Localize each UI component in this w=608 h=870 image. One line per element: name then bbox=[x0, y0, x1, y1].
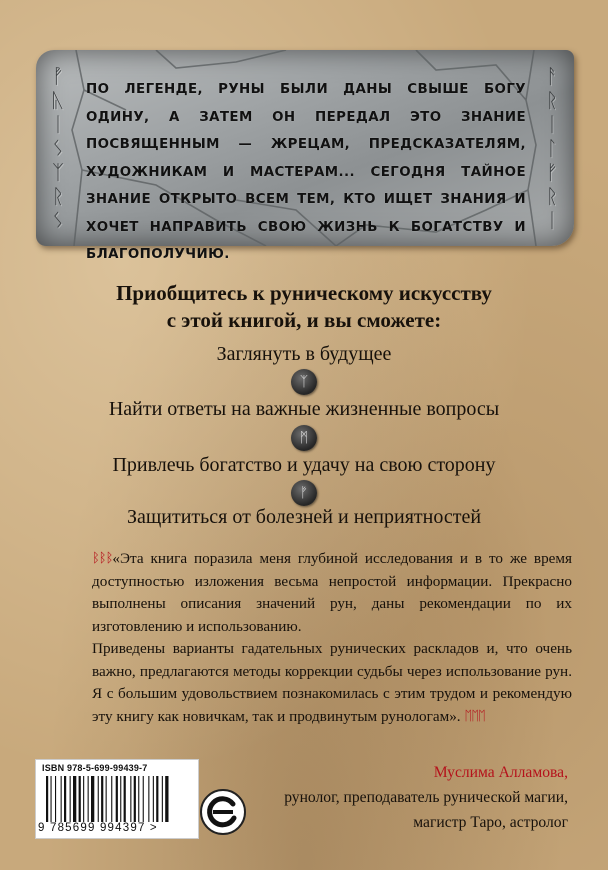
headline-line-1: Приобщитесь к руническому искусству bbox=[116, 281, 492, 305]
rune-glyph: ᚠ bbox=[299, 485, 309, 501]
review-text-1: «Эта книга поразила меня глубиной исследования и в то же время доступностью изложения весьма непростой информации. Прекрасно выполнены описания значений рун, даны рекомендации по их изготовлению и использованию. bbox=[92, 550, 572, 635]
barcode-bar bbox=[64, 776, 66, 822]
barcode-bar bbox=[162, 776, 163, 822]
barcode-bar bbox=[98, 776, 99, 822]
barcode-bar bbox=[153, 776, 154, 822]
carved-rune: ᛁ bbox=[52, 112, 64, 136]
rune-stone-icon bbox=[291, 425, 317, 451]
headline bbox=[0, 280, 608, 334]
feature-item-answers: Найти ответы на важные жизненные вопросы bbox=[108, 398, 500, 420]
carved-rune: ᛊ bbox=[52, 208, 64, 232]
author-title-1: рунолог, преподаватель рунической магии, bbox=[284, 789, 568, 806]
review-text-2: Приведены варианты гадательных рунических раскладов и, что очень важно, предлагаются методы коррекции судьбы через использование рун. Я с большим удовольствием познакомилась с этим трудом и рекомендую эту книгу как новичкам, так и продвинутым рунологам». bbox=[92, 640, 572, 725]
feature-item-wealth: Привлечь богатство и удачу на свою сторону bbox=[112, 454, 496, 476]
barcode-bar bbox=[88, 776, 89, 822]
barcode-bar bbox=[138, 776, 139, 822]
barcode-bar bbox=[55, 776, 56, 822]
stone-tablet bbox=[36, 50, 574, 262]
barcode-bar bbox=[143, 776, 144, 822]
barcode-bar bbox=[111, 776, 112, 822]
review-paragraph bbox=[92, 638, 572, 728]
carved-rune: ᚡ bbox=[52, 64, 64, 88]
barcode-bar bbox=[116, 776, 118, 822]
review-quote bbox=[92, 548, 572, 728]
rune-glyph: ᛉ bbox=[299, 374, 309, 390]
barcode-bar bbox=[106, 776, 107, 822]
barcode-bar bbox=[61, 776, 62, 822]
barcode-bar bbox=[120, 776, 121, 822]
barcode-bars bbox=[46, 776, 188, 822]
barcode-bar bbox=[165, 776, 168, 822]
feature-item-protection: Защититься от болезней и неприятностей bbox=[126, 506, 482, 528]
barcode-bar bbox=[134, 776, 136, 822]
review-paragraph bbox=[92, 548, 572, 638]
barcode-bar bbox=[91, 776, 94, 822]
barcode-bar bbox=[130, 776, 131, 822]
barcode-bar bbox=[70, 776, 71, 822]
carved-rune: ᚠ bbox=[546, 160, 558, 184]
rune-stone-icon bbox=[291, 369, 317, 395]
rune-stone-icon bbox=[291, 480, 317, 506]
rune-glyph: ᛗ bbox=[299, 430, 309, 446]
carved-rune: ᚱ bbox=[52, 184, 64, 208]
stone-runes-right bbox=[538, 64, 566, 230]
author-name: Муслима Алламова, bbox=[433, 764, 568, 781]
barcode-bar bbox=[148, 776, 149, 822]
barcode-bar bbox=[46, 776, 48, 822]
carved-rune: ᛁ bbox=[546, 112, 558, 136]
barcode-bar bbox=[83, 776, 84, 822]
stone-runes-left bbox=[44, 64, 72, 230]
barcode-digits: 9 785699 994397 > bbox=[38, 822, 158, 834]
carved-rune: ᛊ bbox=[52, 136, 64, 160]
carved-rune: ᛁ bbox=[546, 208, 558, 232]
barcode-block bbox=[35, 759, 199, 839]
red-rune-ornament-icon: ᛒᛒᛒ bbox=[92, 551, 113, 566]
carved-rune: ᚨ bbox=[546, 64, 558, 88]
carved-rune: ᚱ bbox=[546, 88, 558, 112]
review-author bbox=[284, 760, 568, 835]
barcode-bar bbox=[156, 776, 158, 822]
barcode-bar bbox=[101, 776, 103, 822]
carved-rune: ᛉ bbox=[52, 160, 64, 184]
carved-rune: ᚱ bbox=[546, 184, 558, 208]
barcode-bar bbox=[51, 776, 52, 822]
red-rune-ornament-icon: ᛖᛖᛖ bbox=[464, 708, 485, 724]
carved-rune: ᛚ bbox=[546, 136, 558, 160]
headline-line-2: с этой книгой, и вы сможете: bbox=[166, 308, 442, 332]
stone-legend-text: ПО ЛЕГЕНДЕ, РУНЫ БЫЛИ ДАНЫ СВЫШЕ БОГУ ОДИНУ, А ЗАТЕМ ОН ПЕРЕДАЛ ЭТО ЗНАНИЕ ПОСВЯЩЕННЫМ — ЖРЕЦАМ, ПРЕДСКАЗАТЕЛЯМ, ХУДОЖНИКАМ И МАСТЕРАМ... СЕГОДНЯ ТАЙНОЕ ЗНАНИЕ ОТКРЫТО ВСЕМ ТЕМ, КТО ИЩЕТ ЗНАНИЯ И ХОЧЕТ НАПРАВИТЬ СВОЮ ЖИЗНЬ К БОГАТСТВУ И БЛАГОПОЛУЧИЮ. bbox=[86, 82, 526, 262]
publisher-logo-icon bbox=[199, 788, 247, 836]
author-title-2: магистр Таро, астролог bbox=[413, 814, 568, 831]
carved-rune: ᚣ bbox=[52, 88, 64, 112]
barcode-bar bbox=[73, 776, 76, 822]
feature-item-future: Заглянуть в будущее bbox=[216, 343, 392, 365]
barcode-bar bbox=[79, 776, 81, 822]
barcode-bar bbox=[124, 776, 126, 822]
isbn-number: ISBN 978-5-699-99439-7 bbox=[42, 763, 148, 773]
